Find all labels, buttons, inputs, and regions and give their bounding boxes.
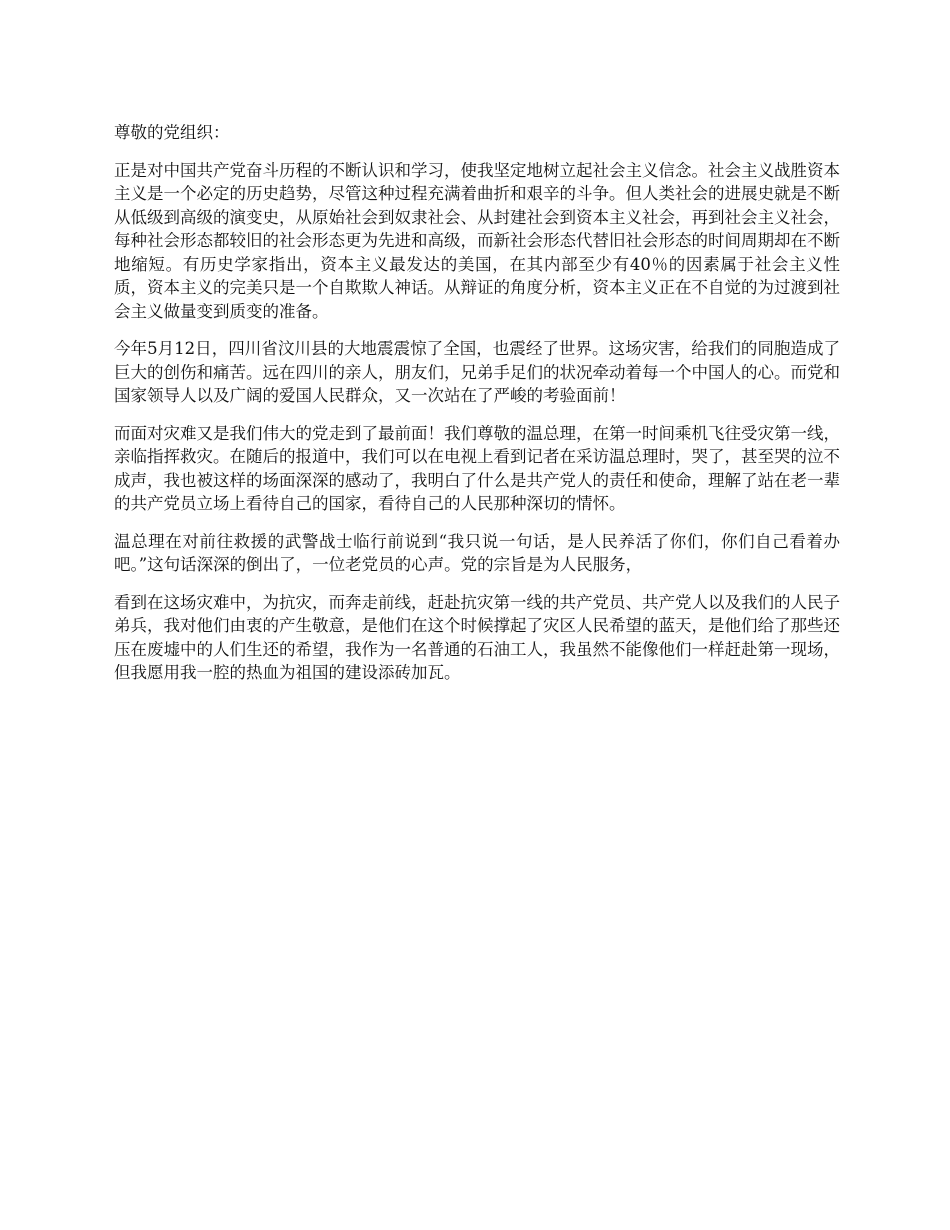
salutation: 尊敬的党组织：	[114, 123, 230, 142]
paragraph-earthquake: 今年5月12日，四川省汶川县的大地震震惊了全国，也震经了世界。这场灾害，给我们的同胞造成了巨大的创伤和痛苦。远在四川的亲人，朋友们，兄弟手足们的状况牵动着每一个中国人的心。而党和国家领导人以及广阔的爱国人民群众，又一次站在了严峻的考验面前！	[114, 339, 840, 405]
paragraph-belief: 正是对中国共产党奋斗历程的不断认识和学习，使我坚定地树立起社会主义信念。社会主义战胜资本主义是一个必定的历史趋势，尽管这种过程充满着曲折和艰辛的斗争。但人类社会的进展史就是不断从低级到高级的演变史，从原始社会到奴隶社会、从封建社会到资本主义社会，再到社会主义社会，每种社会形态都较旧的社会形态更为先进和高级，而新社会形态代替旧社会形态的时间周期却在不断地缩短。有历史学家指出，资本主义最发达的美国，在其内部至少有40％的因素属于社会主义性质，资本主义的完美只是一个自欺欺人神话。从辩证的角度分析，资本主义正在不自觉的为过渡到社会主义做量变到质变的准备。	[114, 160, 840, 321]
paragraph-quote: 温总理在对前往救援的武警战士临行前说到“我只说一句话，是人民养活了你们，你们自己看着办吧。”这句话深深的倒出了，一位老党员的心声。党的宗旨是为人民服务，	[114, 531, 840, 574]
paragraph-premier: 而面对灾难又是我们伟大的党走到了最前面！我们尊敬的温总理，在第一时间乘机飞往受灾第一线，亲临指挥救灾。在随后的报道中，我们可以在电视上看到记者在采访温总理时，哭了，甚至哭的泣不成声，我也被这样的场面深深的感动了，我明白了什么是共产党人的责任和使命，理解了站在老一辈的共产党员立场上看待自己的国家，看待自己的人民那种深切的情怀。	[114, 423, 840, 513]
paragraph-respect: 看到在这场灾难中，为抗灾，而奔走前线，赶赴抗灾第一线的共产党员、共产党人以及我们的人民子弟兵，我对他们由衷的产生敬意，是他们在这个时候撑起了灾区人民希望的蓝天，是他们给了那些还压在废墟中的人们生还的希望，我作为一名普通的石油工人，我虽然不能像他们一样赶赴第一现场，但我愿用我一腔的热血为祖国的建设添砖加瓦。	[114, 592, 840, 682]
document-body	[114, 121, 840, 699]
